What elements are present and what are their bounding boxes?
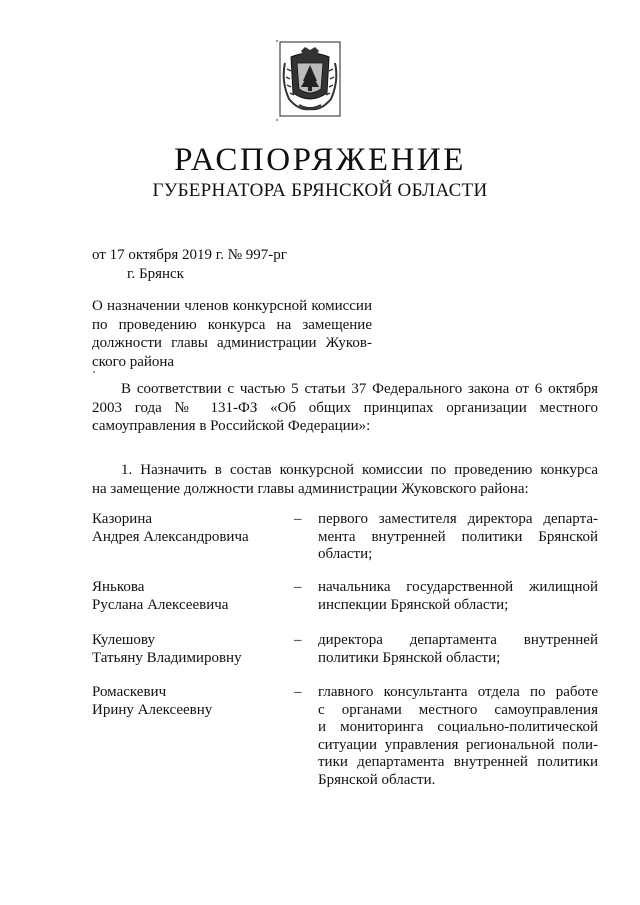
scan-speck [276,40,278,42]
member-surname: Ромаскевич [92,684,167,700]
member-name [92,579,282,614]
position-line: ситуации управления региональной поли- [318,736,598,753]
preamble-paragraph [92,380,598,436]
member-surname: Кулешову [92,632,155,648]
clause-line: на замещение должности главы администрации Жуковского района: [92,480,529,497]
scan-speck [276,119,278,121]
member-position [318,632,598,667]
subject-line: по проведению конкурса на замещение [92,316,372,333]
clause-1-paragraph [92,461,598,498]
document-date-number: от 17 октября 2019 г. № 997-рг [92,247,287,263]
document-issuer: ГУБЕРНАТОРА БРЯНСКОЙ ОБЛАСТИ [152,180,488,201]
preamble-line: В соответствии с частью 5 статьи 37 Федерального закона от 6 октября [121,381,598,397]
document-subject [92,297,372,371]
subject-line: О назначении членов конкурсной комиссии [92,298,372,314]
member-name [92,511,282,546]
member-name [92,684,282,719]
preamble-line: 2003 года № 131-ФЗ «Об общих принципах организации местного [92,399,598,416]
member-position [318,579,598,614]
position-line: и мониторинга социально-политической [318,719,598,735]
position-line: с органами местного самоуправления [318,701,598,718]
coat-of-arms-icon [279,41,341,117]
position-line: начальника государственной жилищной [318,579,598,595]
position-line: мента внутренней политики Брянской [318,528,598,545]
position-line: политики Брянской области; [318,649,501,666]
subject-line: должности главы администрации Жуков- [92,335,372,351]
member-given-names: Ирину Алексеевну [92,701,213,718]
member-dash: – [294,632,302,648]
member-dash: – [294,579,302,595]
clause-line: 1. Назначить в состав конкурсной комиссии по проведению конкурса [121,462,598,478]
document-city: г. Брянск [127,266,184,282]
member-position [318,511,598,564]
position-line: области; [318,546,373,562]
member-surname: Янькова [92,579,145,595]
position-line: директора департамента внутренней [318,632,598,648]
document-title: РАСПОРЯЖЕНИЕ [174,142,466,178]
member-given-names: Руслана Алексеевича [92,596,229,613]
member-dash: – [294,511,302,527]
preamble-line: самоуправления в Российской Федерации»: [92,418,371,434]
member-name [92,632,282,667]
subject-line: ского района [92,353,175,370]
position-line: первого заместителя директора департа- [318,511,598,527]
member-given-names: Андрея Александровича [92,528,249,545]
member-given-names: Татьяну Владимировну [92,649,242,666]
position-line: главного консультанта отдела по работе [318,684,598,700]
member-dash: – [294,684,302,700]
position-line: инспекции Брянской области; [318,596,509,613]
position-line: тики департамента внутренней политики [318,754,598,770]
member-position [318,684,598,789]
scan-speck [93,371,95,373]
position-line: Брянской области. [318,771,436,788]
member-surname: Казорина [92,511,153,527]
